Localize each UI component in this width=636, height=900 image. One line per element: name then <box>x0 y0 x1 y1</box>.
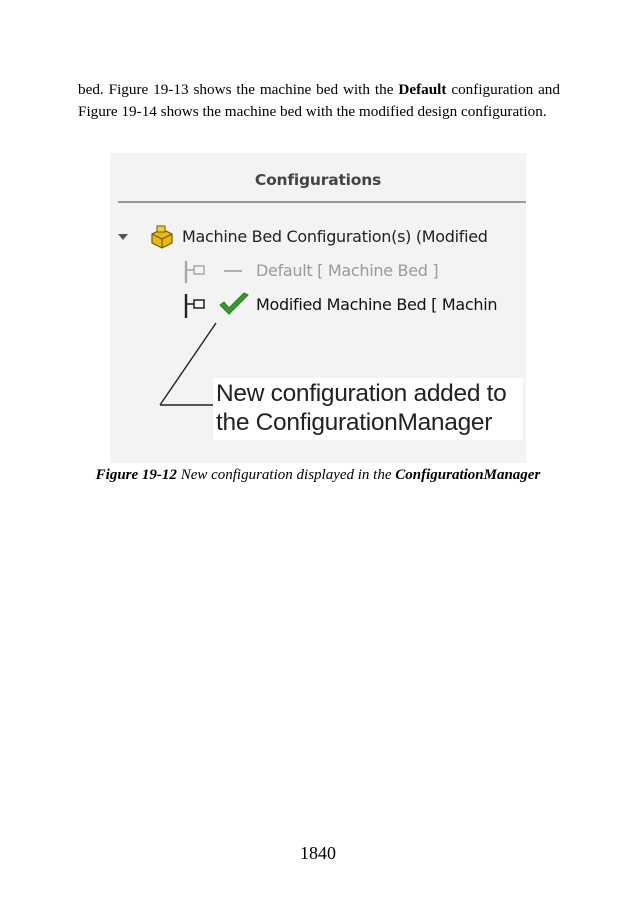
tree-item-modified-label: Modified Machine Bed [ Machin <box>256 295 498 314</box>
paragraph-bold-default: Default <box>398 81 447 98</box>
callout-line-2: the ConfigurationManager <box>216 409 493 436</box>
callout-box <box>213 378 523 440</box>
caption-text: New configuration displayed in the <box>176 467 396 483</box>
panel-title: Configurations <box>254 171 382 189</box>
paragraph-text-2: configuration and Figure 19-14 shows the machine bed with the modified design configuration. <box>78 81 560 120</box>
paragraph-text-1: bed. Figure 19-13 shows the machine bed with the <box>78 81 399 98</box>
configuration-manager-figure <box>110 153 526 463</box>
figure-caption <box>0 467 636 484</box>
tree-root-label: Machine Bed Configuration(s) (Modified <box>182 227 488 246</box>
body-paragraph <box>78 79 560 123</box>
callout-line-1: New configuration added to <box>216 380 507 407</box>
page-number: 1840 <box>300 843 336 863</box>
tree-item-default-label: Default [ Machine Bed ] <box>256 261 439 280</box>
caption-label: Figure 19-12 <box>95 467 177 483</box>
callout-text <box>216 379 506 437</box>
caption-bold-term: ConfigurationManager <box>395 467 541 483</box>
